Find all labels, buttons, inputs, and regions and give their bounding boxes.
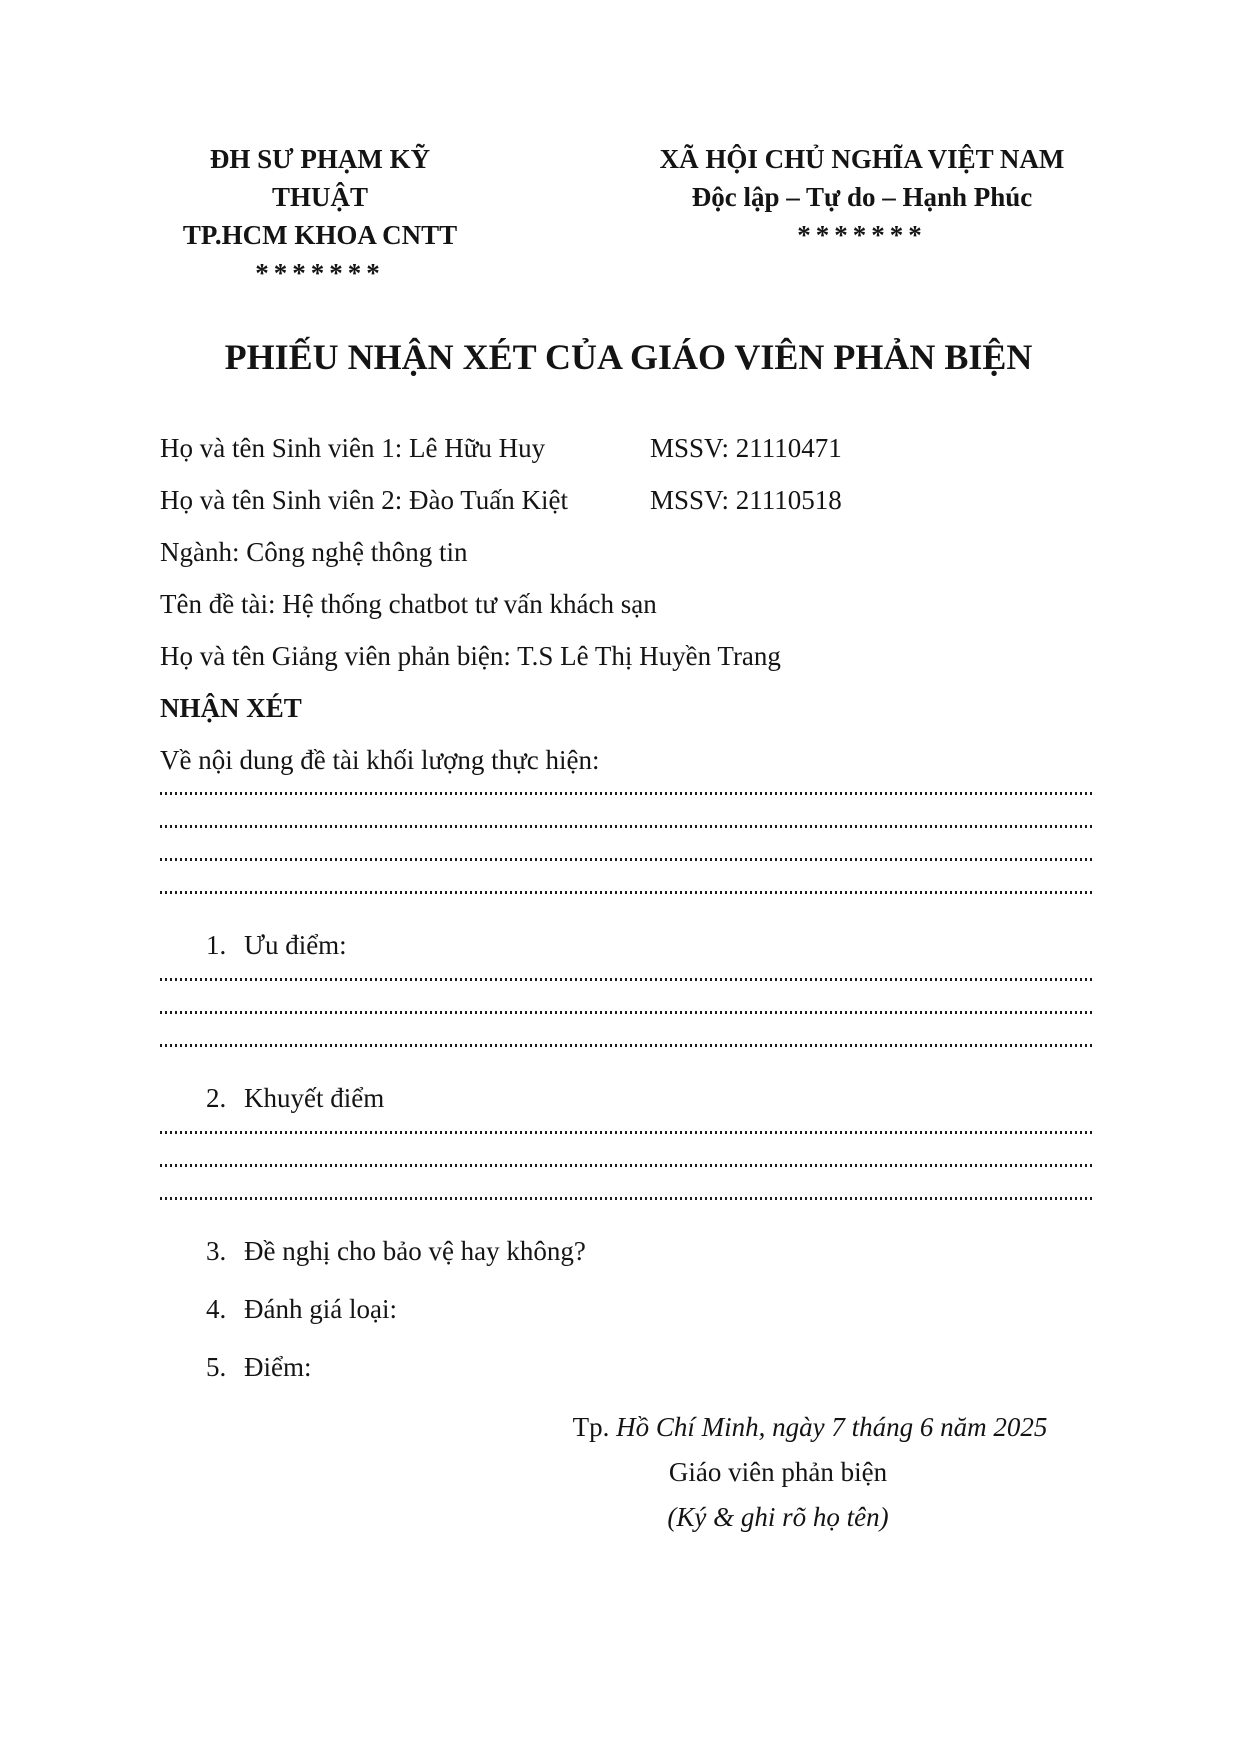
topic-label: Tên đề tài: Hệ thống chatbot tư vấn khách sạn bbox=[160, 589, 657, 619]
item-number: 1. bbox=[206, 930, 227, 960]
student1-name: Họ và tên Sinh viên 1: Lê Hữu Huy bbox=[160, 433, 546, 463]
item-number: 3. bbox=[206, 1236, 227, 1266]
student1-mssv: MSSV: 21110471 bbox=[650, 433, 842, 463]
signer-role: Giáo viên phản biện bbox=[668, 1457, 888, 1487]
dotted-fill-line bbox=[160, 1150, 1097, 1183]
place-date-text: Hồ Chí Minh, ngày 7 tháng 6 năm 2025 bbox=[616, 1412, 1048, 1442]
item-label: Ưu điểm: bbox=[244, 930, 347, 960]
item-number: 5. bbox=[206, 1352, 227, 1382]
review-heading: NHẬN XÉT bbox=[160, 693, 302, 723]
item-number: 2. bbox=[206, 1083, 227, 1113]
item-label: Điểm: bbox=[244, 1352, 312, 1382]
signature-block bbox=[160, 1404, 1097, 1540]
header-left-stars: ******* bbox=[255, 258, 385, 288]
item-label: Đề nghị cho bảo vệ hay không? bbox=[244, 1236, 586, 1266]
item-label: Đánh giá loại: bbox=[244, 1294, 397, 1324]
signature-note: (Ký & ghi rõ họ tên) bbox=[667, 1502, 889, 1532]
fill-in-lines-content bbox=[160, 778, 1097, 910]
dotted-fill-line bbox=[160, 844, 1097, 877]
dotted-fill-line bbox=[160, 778, 1097, 811]
page-title: PHIẾU NHẬN XÉT CỦA GIÁO VIÊN PHẢN BIỆN bbox=[224, 337, 1033, 377]
major-label: Ngành: Công nghệ thông tin bbox=[160, 537, 468, 567]
content-prompt: Về nội dung đề tài khối lượng thực hiện: bbox=[160, 745, 600, 775]
dotted-fill-line bbox=[160, 1117, 1097, 1150]
fill-in-lines-disadvantages bbox=[160, 1117, 1097, 1216]
list-item-grade-category bbox=[206, 1286, 1097, 1332]
place-date-prefix: Tp. bbox=[572, 1412, 617, 1442]
major-row bbox=[160, 526, 1097, 578]
student2-mssv: MSSV: 21110518 bbox=[650, 485, 842, 515]
student2-row bbox=[160, 474, 1097, 526]
dotted-fill-line bbox=[160, 1183, 1097, 1216]
list-item-defense-proposal bbox=[206, 1228, 1097, 1274]
dotted-fill-line bbox=[160, 811, 1097, 844]
student2-name: Họ và tên Sinh viên 2: Đào Tuấn Kiệt bbox=[160, 485, 568, 515]
header-right-stars: ******* bbox=[797, 220, 927, 250]
header-university-block bbox=[160, 140, 480, 292]
header-national-block bbox=[627, 140, 1097, 292]
list-item-advantages bbox=[206, 922, 1097, 968]
list-item-score bbox=[206, 1344, 1097, 1390]
info-section bbox=[160, 422, 1097, 786]
dotted-fill-line bbox=[160, 877, 1097, 910]
list-item-disadvantages bbox=[206, 1075, 1097, 1121]
dotted-fill-line bbox=[160, 997, 1097, 1030]
student1-row bbox=[160, 422, 1097, 474]
topic-row bbox=[160, 578, 1097, 630]
national-motto-line1: XÃ HỘI CHỦ NGHĨA VIỆT NAM bbox=[659, 144, 1065, 174]
reviewer-row bbox=[160, 630, 1097, 682]
item-label: Khuyết điểm bbox=[244, 1083, 385, 1113]
dotted-fill-line bbox=[160, 1030, 1097, 1063]
fill-in-lines-advantages bbox=[160, 964, 1097, 1063]
national-motto-line2: Độc lập – Tự do – Hạnh Phúc bbox=[691, 182, 1033, 212]
item-number: 4. bbox=[206, 1294, 227, 1324]
university-name: ĐH SƯ PHẠM KỸ THUẬT bbox=[209, 144, 431, 212]
place-date-line bbox=[560, 1404, 1060, 1450]
dotted-fill-line bbox=[160, 964, 1097, 997]
page-header bbox=[160, 140, 1097, 292]
reviewer-label: Họ và tên Giảng viên phản biện: T.S Lê Thị Huyền Trang bbox=[160, 641, 781, 671]
faculty-name: TP.HCM KHOA CNTT bbox=[182, 220, 458, 250]
